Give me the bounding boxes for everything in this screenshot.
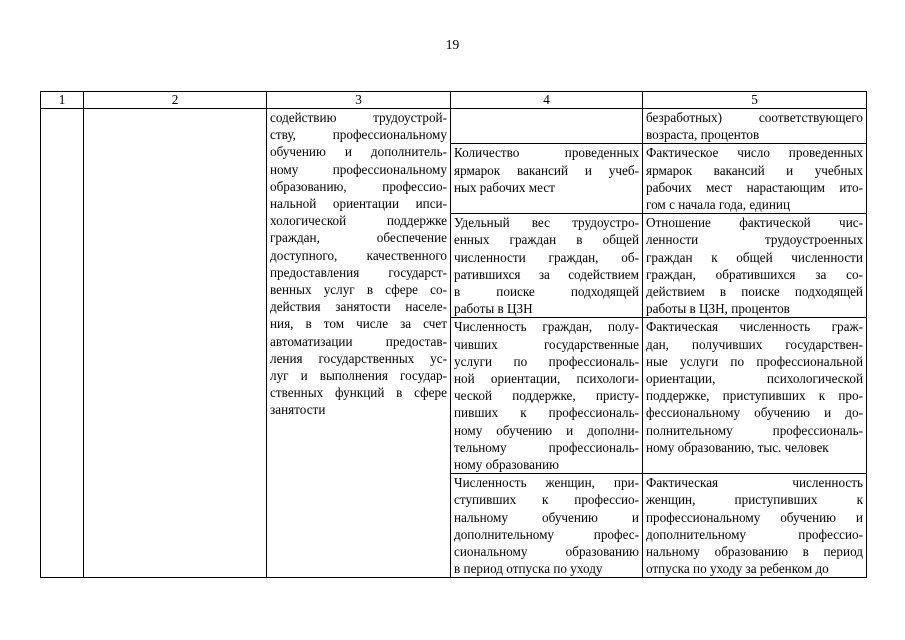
indicators-table <box>40 91 867 578</box>
indicator-method-cell <box>643 318 867 474</box>
cell-line: в период отпуска по уходу <box>454 561 603 577</box>
header-col-3: 3 <box>267 92 451 109</box>
cell-line: тельному профессиональ- <box>454 439 639 455</box>
cell-line: ному профессиональному <box>270 161 447 177</box>
cell-line: занятости <box>270 402 326 418</box>
cell-line: сиональному образованию <box>454 544 639 560</box>
cell-line: венных услуг в сфере со- <box>270 282 447 298</box>
cell-line: граждан, обратившихся за со- <box>646 266 863 282</box>
cell-line: Удельный вес трудоустро- <box>454 215 639 231</box>
cell-line: енных граждан в общей <box>454 232 639 248</box>
table-cell-col-3 <box>267 109 451 578</box>
cell-line: хологической поддержке <box>270 213 447 229</box>
page-number: 19 <box>445 37 460 52</box>
table-row <box>41 109 867 144</box>
cell-line: Фактическое число проведенных <box>646 145 863 161</box>
cell-line: безработных) соответствующего <box>646 110 863 125</box>
cell-line: профессиональному обучению и <box>646 509 863 525</box>
cell-line: ступивших к профессио- <box>454 492 639 508</box>
cell-line: ярмарок вакансий и учеб- <box>454 162 639 178</box>
indicator-name-cell <box>451 144 643 214</box>
cell-line: Отношение фактической чис- <box>646 215 863 231</box>
cell-line: дополнительному профес- <box>454 526 639 542</box>
cell-line: ные услуги по профессиональной <box>646 353 863 369</box>
cell-line: доступного, качественного <box>270 247 447 263</box>
cell-line: нальному образованию в период <box>646 544 863 560</box>
cell-line: ственных функций в сфере <box>270 385 447 401</box>
cell-line: нальному обучению и <box>454 509 639 525</box>
cell-line: ярмарок вакансий и учебных <box>646 162 863 178</box>
cell-line: граждан к общей численности <box>646 249 863 265</box>
header-col-1: 1 <box>41 92 84 109</box>
indicator-name-cell <box>451 474 643 578</box>
header-col-5: 5 <box>643 92 867 109</box>
cell-line: ческой поддержке, присту- <box>454 388 639 404</box>
cell-line: Количество проведенных <box>454 145 639 161</box>
cell-line: Фактическая численность <box>646 475 863 491</box>
cell-line: поддержке, приступивших к про- <box>646 388 863 404</box>
cell-line: фессиональному обучению и до- <box>646 405 863 421</box>
cell-line: отпуска по уходу за ребенком до <box>646 561 829 577</box>
cell-line: ной ориентации, психологи- <box>454 371 639 387</box>
cell-line: работы в ЦЗН <box>454 301 533 317</box>
cell-line: полнительному профессиональ- <box>646 422 863 438</box>
cell-line: численности граждан, об- <box>454 249 639 265</box>
cell-line: гом с начала года, единиц <box>646 197 790 213</box>
cell-line: предоставления государст- <box>270 264 447 280</box>
cell-line: ления государственных ус- <box>270 350 447 366</box>
cell-line: образованию, профессио- <box>270 178 447 194</box>
cell-line: услуги по профессиональ- <box>454 353 639 369</box>
cell-line: ных рабочих мест <box>454 179 555 195</box>
cell-line: ратившихся за содействием <box>454 266 639 282</box>
header-col-4: 4 <box>451 92 643 109</box>
cell-line: действием в поиске подходящей <box>646 284 863 300</box>
cell-line: ния, в том числе за счет <box>270 316 447 332</box>
cell-line: ству, профессиональному <box>270 127 447 143</box>
indicator-method-cell <box>643 144 867 214</box>
cell-line: возраста, процентов <box>646 127 760 143</box>
cell-line: женщин, приступивших к <box>646 492 863 508</box>
table-cell-col-2 <box>84 109 267 578</box>
cell-line: Фактическая численность граж- <box>646 319 863 335</box>
cell-line: Численность женщин, при- <box>454 475 639 491</box>
indicator-method-cell <box>643 109 867 144</box>
cell-line: дан, получивших государствен- <box>646 336 863 352</box>
cell-line: пивших к профессиональ- <box>454 405 639 421</box>
cell-line: чивших государственные <box>454 336 639 352</box>
indicator-name-cell <box>451 214 643 318</box>
table-header-row <box>41 92 867 109</box>
cell-line: обучению и дополнитель- <box>270 144 447 160</box>
indicator-method-cell <box>643 474 867 578</box>
cell-line: автоматизации предостав- <box>270 333 447 349</box>
cell-line: нальной ориентации ипси- <box>270 196 447 212</box>
cell-line: Численность граждан, полу- <box>454 319 639 335</box>
cell-line: содействию трудоустрой- <box>270 110 447 125</box>
cell-line: ному обучению и дополни- <box>454 422 639 438</box>
cell-line: в поиске подходящей <box>454 284 639 300</box>
table-cell-col-1 <box>41 109 84 578</box>
cell-line: дополнительному профессио- <box>646 526 863 542</box>
cell-line: луг и выполнения государ- <box>270 368 447 384</box>
cell-line: рабочих мест нарастающим ито- <box>646 179 863 195</box>
indicator-name-cell <box>451 109 643 144</box>
cell-line: ленности трудоустроенных <box>646 232 863 248</box>
indicator-method-cell <box>643 214 867 318</box>
cell-line: граждан, обеспечение <box>270 230 447 246</box>
cell-line: ному образованию, тыс. человек <box>646 439 829 455</box>
cell-line: действия занятости населе- <box>270 299 447 315</box>
cell-line: ориентации, психологической <box>646 371 863 387</box>
cell-line: работы в ЦЗН, процентов <box>646 301 790 317</box>
indicator-name-cell <box>451 318 643 474</box>
cell-line: ному образованию <box>454 457 559 473</box>
header-col-2: 2 <box>84 92 267 109</box>
